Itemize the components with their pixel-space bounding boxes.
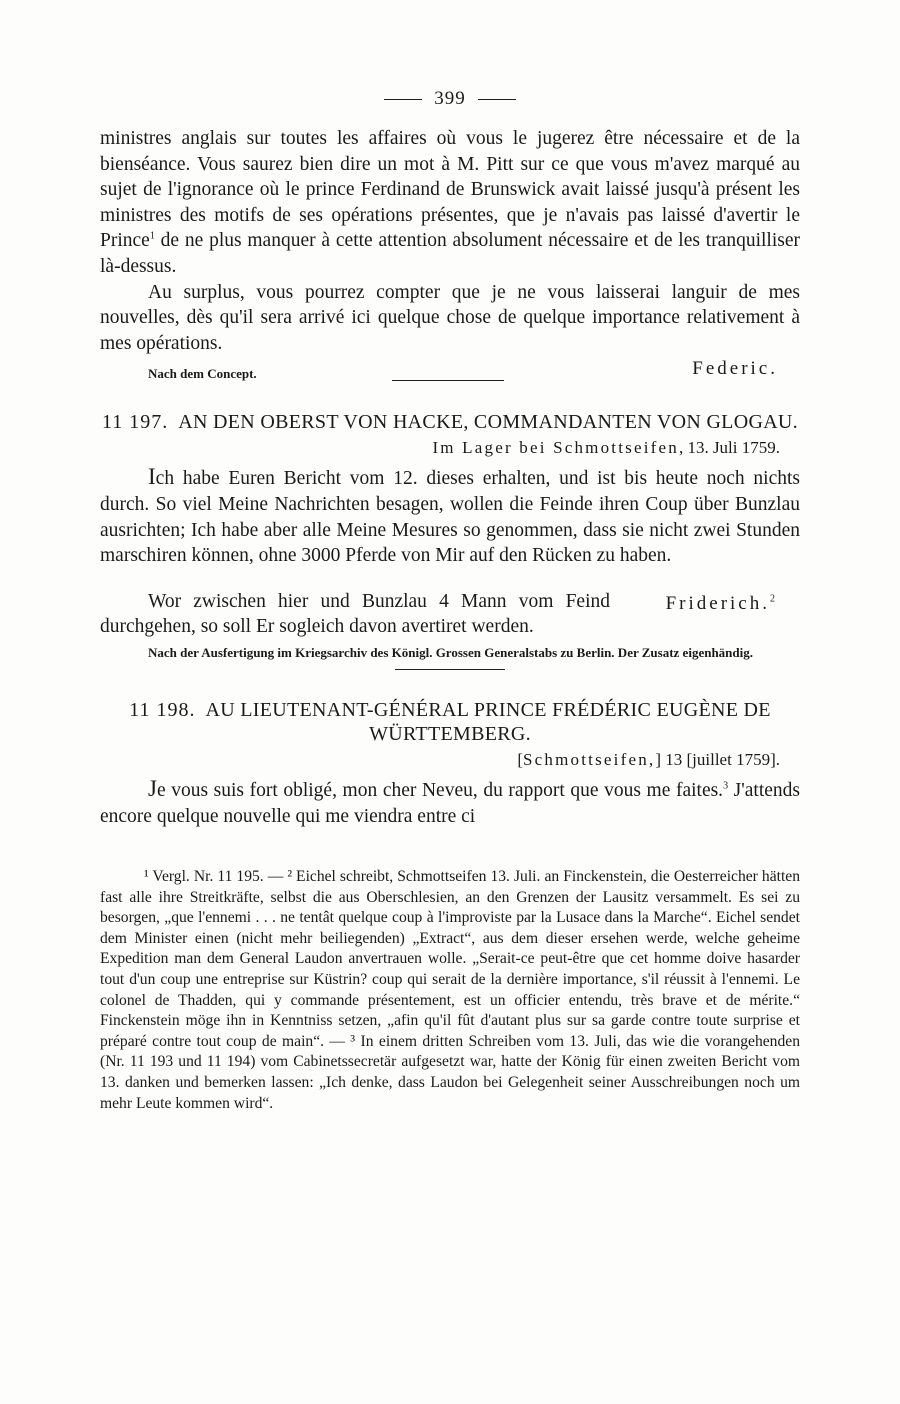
- footnote-ref: 3: [723, 780, 729, 792]
- letter-place: Im Lager bei Schmottseifen: [432, 438, 679, 458]
- letter-place: Schmottseifen,: [523, 749, 656, 769]
- paragraph-text: de ne plus manquer à cette attention absolument nécessaire et de les tranquilliser là-dessus.: [100, 230, 800, 277]
- paragraph-text: ministres anglais sur toutes les affaires où vous le jugerez être nécessaire et de la bienséance. Vous saurez bien dire un mot à M. Pitt sur ce que vous m'avez marqué au sujet de l'ignorance où le prince Ferdinand de Brunswick avait laissé jusqu'à présent les ministres des motifs de ses opérations présentes, que je n'avais pas laissé d'avertir le Prince: [100, 128, 800, 252]
- signature-text: Friderich.: [665, 592, 770, 614]
- footnote-ref: 1: [149, 230, 155, 242]
- continued-paragraph: [100, 126, 800, 280]
- initial-letter: J: [148, 775, 157, 801]
- postscript-block: [100, 589, 800, 640]
- letter-body: [100, 776, 800, 829]
- separator-rule: [392, 380, 504, 381]
- footnotes: [100, 867, 800, 1114]
- letter-number: 11 197.: [102, 411, 169, 434]
- letter-dateline: [100, 438, 800, 458]
- letter-heading: [100, 698, 800, 746]
- signature-line: [100, 358, 800, 384]
- letter-date: ] 13 [juillet 1759].: [655, 749, 780, 769]
- letter-body: [100, 464, 800, 568]
- letter-dateline: [100, 750, 800, 770]
- footnote-text: ¹ Vergl. Nr. 11 195. — ² Eichel schreibt, Schmottseifen 13. Juli. an Finckenstein, die Oesterreicher hätten fast alle ihre Streitkräfte, selbst die aus Oberschlesien, an den Grenzen der Lausitz versammelt. Es sei zu besorgen, „que l'ennemi . . . ne tentât quelque coup à l'improviste par la Lusace dans la Marche“. Eichel sendet dem Minister einen (nicht mehr beiliegenden) „Extract“, aus dem dieser ersehen werde, welche geheime Expedition man dem General Laudon anvertrauen wolle. „Serait-ce peut-être que cet homme doive hasarder tout d'un coup une entreprise sur Küstrin? coup qui serait de la dernière importance, s'il réussit à l'ennemi. Le colonel de Thadden, qui y commande présentement, est un officier entendu, très brave et de mérite.“ Finckenstein möge ihn in Kenntniss setzen, „afin qu'il fût d'autant plus sur sa garde contre toute surprise et préparé contre tout coup de main“. — ³ In einem dritten Schreiben vom 13. Juli, das wie die vorangehenden (Nr. 11 193 und 11 194) vom Cabinetssecretär aufgesetzt war, hatte der König für einen zweiten Bericht vom 13. danken und bemerken lassen: „Ich denke, dass Laudon bei Gelegenheit seiner Ausschreibungen noch um mehr Leute kommen wird“.: [100, 868, 800, 1112]
- letter-title: AN DEN OBERST VON HACKE, COMMANDANTEN VON GLOGAU.: [178, 411, 798, 434]
- postscript: Wor zwischen hier und Bunzlau 4 Mann vom Feind durchgehen, so soll Er sogleich davon avertiret werden.: [100, 590, 610, 638]
- initial-letter: I: [148, 464, 156, 490]
- footnote-ref: 2: [770, 593, 778, 605]
- letter-title: AU LIEUTENANT-GÉNÉRAL PRINCE FRÉDÉRIC EUGÈNE DE WÜRTTEMBERG.: [205, 698, 771, 745]
- paragraph-text: J'attends encore quelque nouvelle qui me viendra entre ci: [100, 779, 800, 827]
- paragraph-text: e vous suis fort obligé, mon cher Neveu, du rapport que vous me faites.: [156, 779, 724, 801]
- source-note: Nach dem Concept.: [148, 366, 257, 382]
- closing-paragraph: Au surplus, vous pourrez compter que je ne vous laisserai languir de mes nouvelles, dès qu'il sera arrivé ici quelque chose de quelque importance relativement à mes opérations.: [100, 281, 800, 354]
- paragraph-text: ch habe Euren Bericht vom 12. dieses erhalten, und ist bis heute noch nichts durch. So viel Meine Nachrichten besagen, wollen die Feinde ihren Coup über Bunzlau ausrichten; Ich habe aber alle Meine Mesures so genommen, dass sie nicht zwei Stunden marschiren können, ohne 3000 Pferde von Mir auf den Rücken zu haben.: [100, 468, 800, 567]
- page-number: 399: [434, 88, 466, 109]
- document-page: [100, 88, 800, 1114]
- letter-heading: [100, 410, 800, 434]
- bracket: [: [517, 749, 524, 769]
- letter-date: , 13. Juli 1759.: [678, 438, 780, 458]
- page-header: [100, 88, 800, 110]
- header-dash-left: [384, 99, 422, 100]
- signature: [666, 593, 778, 615]
- letter-number: 11 198.: [129, 698, 196, 721]
- header-dash-right: [478, 99, 516, 100]
- signature: Federic.: [692, 358, 778, 380]
- source-note: Nach der Ausfertigung im Kriegsarchiv des Königl. Grossen Generalstabs zu Berlin. Der Zusatz eigenhändig.: [148, 644, 753, 660]
